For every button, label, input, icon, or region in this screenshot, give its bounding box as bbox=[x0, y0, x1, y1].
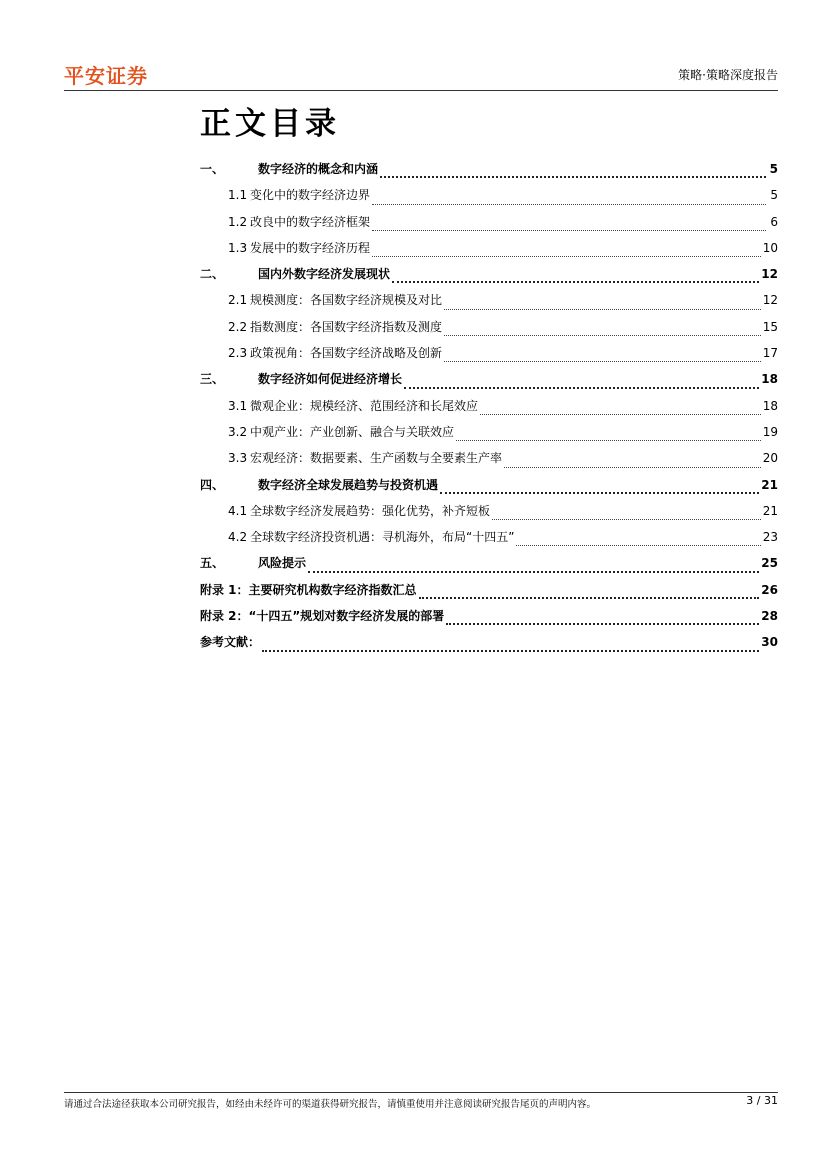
toc-entry[interactable] bbox=[200, 340, 778, 366]
header-divider bbox=[64, 90, 778, 91]
toc-entry[interactable] bbox=[200, 182, 778, 208]
toc-entry-number: 三、 bbox=[200, 372, 225, 387]
toc-leader-dots bbox=[308, 570, 759, 573]
toc-leader-dots bbox=[444, 308, 761, 310]
toc-entry-number: 4.2 bbox=[228, 530, 248, 545]
toc-entry-number: 3.3 bbox=[228, 451, 248, 466]
toc-entry[interactable] bbox=[200, 524, 778, 550]
toc-entry-label: 附录 1：主要研究机构数字经济指数汇总 bbox=[200, 582, 417, 597]
toc-entry-label: 数字经济全球发展趋势与投资机遇 bbox=[258, 477, 439, 492]
toc-entry-page: 26 bbox=[761, 582, 778, 597]
toc-entry-label: 指数测度：各国数字经济指数及测度 bbox=[250, 319, 443, 334]
toc-entry-label: 发展中的数字经济历程 bbox=[250, 240, 371, 255]
toc-leader-dots bbox=[419, 596, 760, 599]
toc-leader-dots bbox=[516, 544, 760, 546]
toc-entry[interactable] bbox=[200, 393, 778, 419]
toc-entry[interactable] bbox=[200, 156, 778, 182]
toc-entry-page: 5 bbox=[770, 188, 778, 203]
toc-entry-page: 10 bbox=[762, 240, 778, 255]
toc-entry-label: 微观企业：规模经济、范围经济和长尾效应 bbox=[250, 398, 479, 413]
toc-leader-dots bbox=[372, 255, 761, 257]
toc-entry-label: 规模测度：各国数字经济规模及对比 bbox=[250, 293, 443, 308]
toc-entry-label: 数字经济的概念和内涵 bbox=[258, 162, 379, 176]
toc-entry[interactable] bbox=[200, 445, 778, 471]
footer-divider bbox=[64, 1092, 778, 1093]
toc-entry-label: 政策视角：各国数字经济战略及创新 bbox=[250, 346, 443, 361]
toc-leader-dots bbox=[446, 622, 759, 625]
toc-entry-page: 21 bbox=[762, 503, 778, 518]
toc-entry-page: 19 bbox=[762, 424, 778, 439]
toc-entry-page: 17 bbox=[762, 346, 778, 361]
toc-entry-number: 1.1 bbox=[228, 188, 248, 203]
toc-entry-label: 附录 2：“十四五”规划对数字经济发展的部署 bbox=[200, 609, 445, 624]
toc-leader-dots bbox=[504, 466, 761, 468]
toc-entry[interactable] bbox=[200, 577, 778, 603]
toc-entry-label: 全球数字经济投资机遇：寻机海外，布局“十四五” bbox=[250, 530, 515, 545]
toc-entry[interactable] bbox=[200, 629, 778, 655]
toc-entry-page: 23 bbox=[762, 530, 778, 545]
toc-leader-dots bbox=[492, 518, 761, 520]
toc-entry-page: 5 bbox=[769, 162, 778, 176]
toc-entry[interactable] bbox=[200, 419, 778, 445]
toc-entry-label: 风险提示 bbox=[258, 556, 307, 571]
toc-entry-page: 28 bbox=[761, 609, 778, 624]
toc-entry-page: 12 bbox=[761, 267, 778, 282]
toc-entry-page: 25 bbox=[761, 556, 778, 571]
toc-entry-number: 五、 bbox=[200, 556, 225, 571]
report-type-label: 策略·策略深度报告 bbox=[678, 68, 778, 82]
toc-entry-label: 中观产业：产业创新、融合与关联效应 bbox=[250, 424, 455, 439]
toc-entry-page: 18 bbox=[762, 398, 778, 413]
toc-leader-dots bbox=[372, 203, 766, 205]
page-title: 正文目录 bbox=[200, 106, 340, 142]
toc-entry-page: 18 bbox=[761, 372, 778, 387]
toc-leader-dots bbox=[444, 334, 761, 336]
toc-entry[interactable] bbox=[200, 209, 778, 235]
toc-entry-label: 宏观经济：数据要素、生产函数与全要素生产率 bbox=[250, 451, 503, 466]
toc-entry-label: 变化中的数字经济边界 bbox=[250, 188, 371, 203]
toc-entry[interactable] bbox=[200, 603, 778, 629]
toc-entry-number: 2.2 bbox=[228, 319, 248, 334]
toc-entry-number: 1.3 bbox=[228, 240, 248, 255]
toc-entry-page: 30 bbox=[761, 635, 778, 650]
page-number: 3 / 31 bbox=[746, 1094, 778, 1107]
toc-entry[interactable] bbox=[200, 235, 778, 261]
toc-entry[interactable] bbox=[200, 498, 778, 524]
toc-entry-number: 4.1 bbox=[228, 503, 248, 518]
toc-entry-label: 数字经济如何促进经济增长 bbox=[258, 372, 403, 387]
toc-entry-number: 1.2 bbox=[228, 214, 248, 229]
toc-entry-number: 二、 bbox=[200, 267, 225, 282]
toc-leader-dots bbox=[372, 229, 766, 231]
toc-leader-dots bbox=[392, 280, 759, 283]
toc-entry-label: 参考文献： bbox=[200, 635, 261, 650]
table-of-contents bbox=[200, 156, 778, 656]
toc-entry[interactable] bbox=[200, 314, 778, 340]
footer-disclaimer: 请通过合法途径获取本公司研究报告，如经由未经许可的渠道获得研究报告，请慎重使用并注意阅读研究报告尾页的声明内容。 bbox=[64, 1099, 597, 1110]
toc-entry-number: 3.2 bbox=[228, 424, 248, 439]
company-logo: 平安证券 bbox=[64, 64, 148, 88]
toc-entry-number: 四、 bbox=[200, 477, 225, 492]
toc-entry-label: 全球数字经济发展趋势：强化优势，补齐短板 bbox=[250, 503, 491, 518]
toc-entry-number: 3.1 bbox=[228, 398, 248, 413]
toc-entry[interactable] bbox=[200, 287, 778, 313]
toc-entry-page: 12 bbox=[762, 293, 778, 308]
toc-leader-dots bbox=[404, 386, 759, 389]
toc-entry-number: 一、 bbox=[200, 162, 225, 176]
toc-entry[interactable] bbox=[200, 261, 778, 287]
toc-entry-number: 2.1 bbox=[228, 293, 248, 308]
toc-entry[interactable] bbox=[200, 366, 778, 392]
toc-entry-page: 20 bbox=[762, 451, 778, 466]
toc-leader-dots bbox=[444, 360, 761, 362]
toc-entry-page: 21 bbox=[761, 477, 778, 492]
toc-entry[interactable] bbox=[200, 550, 778, 576]
toc-entry[interactable] bbox=[200, 472, 778, 498]
toc-leader-dots bbox=[440, 491, 759, 494]
toc-leader-dots bbox=[380, 175, 766, 178]
toc-entry-number: 2.3 bbox=[228, 346, 248, 361]
toc-leader-dots bbox=[262, 649, 759, 652]
toc-leader-dots bbox=[456, 439, 761, 441]
toc-entry-page: 6 bbox=[770, 214, 778, 229]
toc-entry-label: 改良中的数字经济框架 bbox=[250, 214, 371, 229]
toc-leader-dots bbox=[480, 413, 761, 415]
toc-entry-label: 国内外数字经济发展现状 bbox=[258, 267, 391, 282]
toc-entry-page: 15 bbox=[762, 319, 778, 334]
